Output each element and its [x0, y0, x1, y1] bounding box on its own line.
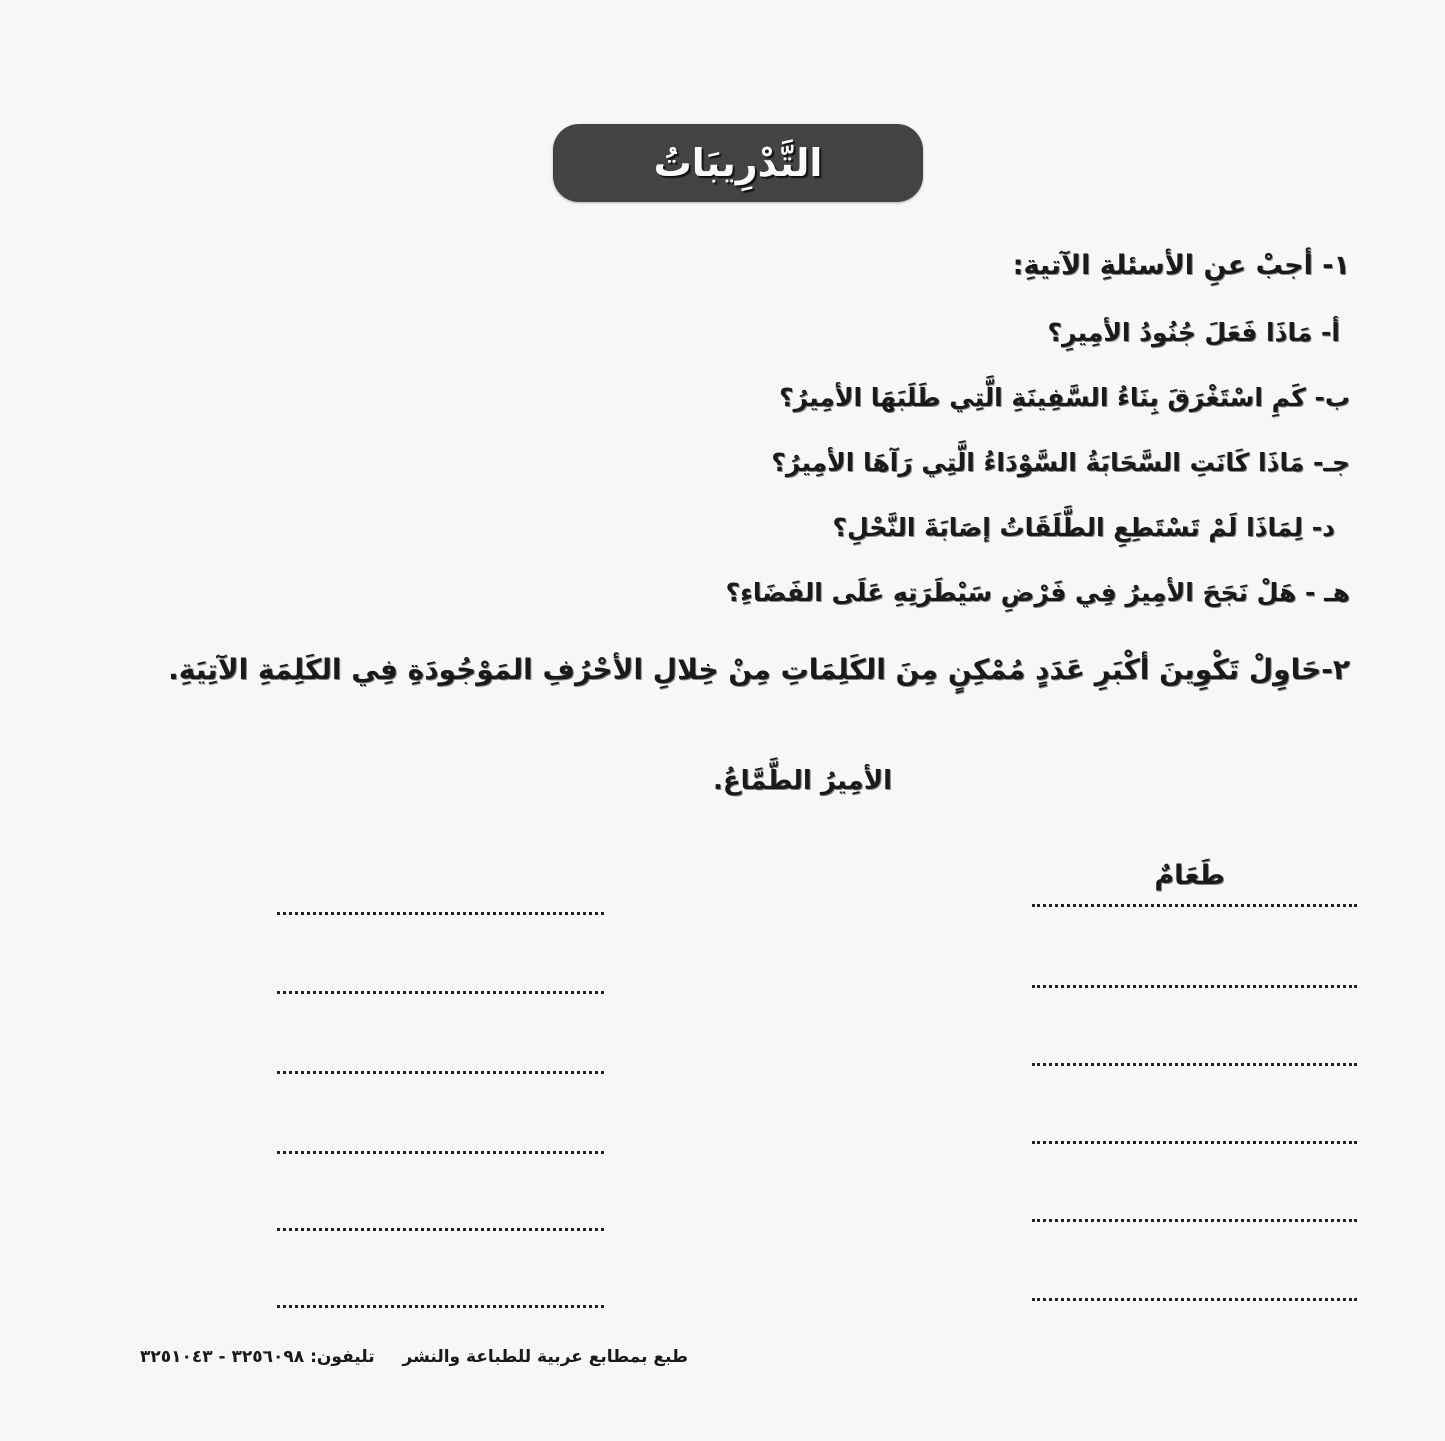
answer-line-left-4[interactable]	[277, 1151, 604, 1154]
question-d	[832, 513, 1335, 542]
question-a	[1048, 318, 1341, 347]
printer-name: طبع بمطابع عربية للطباعة والنشر	[402, 1347, 688, 1367]
exercise-2-instruction: ٢-حَاوِلْ تَكْوِينَ أكْبَرِ عَدَدٍ مُمْكِنٍ مِنَ الكَلِمَاتِ مِنْ خِلالِ الأحْرُفِ المَوْجُودَةِ فِي الكَلِمَةِ الآتِيَةِ.	[168, 653, 1350, 686]
answer-line-left-1[interactable]	[277, 912, 604, 915]
answer-line-left-6[interactable]	[277, 1305, 604, 1308]
source-word: الأمِيرُ الطَّمَّاعُ.	[712, 766, 893, 796]
answer-line-left-2[interactable]	[277, 991, 604, 994]
example-answer: طَعَامٌ	[1154, 860, 1225, 891]
answer-line-right-6[interactable]	[1032, 1298, 1357, 1301]
question-text: مَاذَا كَانَتِ السَّحَابَةُ السَّوْدَاءُ الَّتِي رَآهَا الأمِيرُ؟	[771, 448, 1305, 477]
answer-line-right-2[interactable]	[1032, 985, 1357, 988]
exercises-title-banner	[553, 124, 923, 202]
source-word-row	[0, 766, 1445, 796]
question-text: هَلْ نَجَحَ الأمِيرُ فِي فَرْضِ سَيْطَرَتِهِ عَلَى الفَضَاءِ؟	[725, 578, 1297, 607]
answer-line-right-5[interactable]	[1032, 1219, 1357, 1222]
answer-line-right-3[interactable]	[1032, 1063, 1357, 1066]
question-label: أ-	[1321, 318, 1340, 347]
question-text: كَمِ اسْتَغْرَقَ بِنَاءُ السَّفِينَةِ الَّتِي طَلَبَهَا الأمِيرُ؟	[779, 383, 1306, 412]
question-c	[771, 448, 1350, 477]
answer-line-left-5[interactable]	[277, 1228, 604, 1231]
exercises-title: التَّدْرِيبَاتُ	[653, 141, 823, 185]
answer-line-right-1[interactable]	[1032, 904, 1357, 907]
answer-line-right-4[interactable]	[1032, 1141, 1357, 1144]
phone-numbers: ٣٢٥٦٠٩٨ - ٣٢٥١٠٤٣	[140, 1347, 305, 1367]
question-label: جـ-	[1313, 448, 1350, 477]
phone-label: تليفون:	[310, 1347, 375, 1367]
question-text: مَاذَا فَعَلَ جُنُودُ الأمِيرِ؟	[1047, 318, 1313, 347]
answer-line-left-3[interactable]	[277, 1071, 604, 1074]
question-label: هـ -	[1305, 578, 1350, 607]
question-label: د-	[1311, 513, 1335, 542]
question-e	[726, 578, 1350, 607]
question-label: ب-	[1314, 383, 1350, 412]
question-text: لِمَاذَا لَمْ تَسْتَطِعِ الطَّلَقَاتُ إصَابَةَ النَّحْلِ؟	[832, 513, 1304, 542]
printer-footer	[140, 1347, 688, 1367]
question-b	[779, 383, 1350, 412]
exercise-1-heading: ١- أجبْ عنِ الأسئلةِ الآتيةِ:	[1012, 250, 1350, 281]
